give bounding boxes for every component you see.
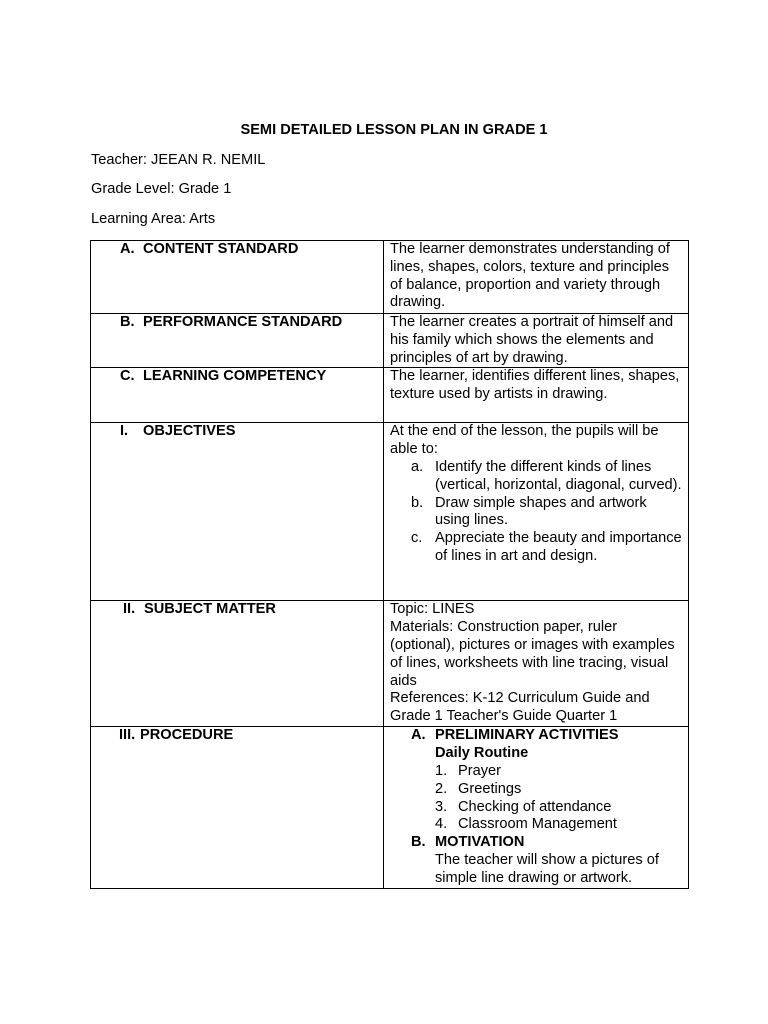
row-label: LEARNING COMPETENCY — [143, 368, 327, 385]
list-marker: a. — [411, 458, 424, 475]
row-subject-matter — [91, 601, 689, 727]
performance-standard-text: The learner creates a portrait of himself and his family which shows the elements and principles of art by drawing. — [390, 314, 674, 366]
performance-standard-label-cell — [91, 314, 384, 368]
row-marker: B. — [120, 314, 135, 330]
row-marker: C. — [120, 368, 135, 385]
section-marker: B. — [411, 834, 426, 851]
list-item — [390, 459, 684, 495]
row-label: SUBJECT MATTER — [144, 601, 276, 618]
content-standard-text-cell — [384, 241, 689, 314]
list-marker: 3. — [435, 798, 448, 815]
lesson-plan-table — [90, 240, 689, 889]
procedure-section-heading — [390, 727, 684, 745]
list-text: Greetings — [458, 780, 522, 797]
list-marker: 4. — [435, 816, 448, 833]
list-marker: 2. — [435, 780, 448, 797]
subject-materials: Materials: Construction paper, ruler (optional), pictures or images with examples of lines, worksheets with line tracing, visual aids — [390, 619, 675, 689]
learning-competency-text: The learner, identifies different lines, shapes, texture used by artists in drawing. — [390, 368, 680, 403]
objectives-intro: At the end of the lesson, the pupils will be able to: — [390, 423, 659, 458]
subject-references: References: K-12 Curriculum Guide and Grade 1 Teacher's Guide Quarter 1 — [390, 690, 650, 725]
learning-competency-label-cell — [91, 368, 384, 423]
subject-matter-label-cell — [91, 601, 384, 727]
content-standard-label-cell — [91, 241, 384, 314]
row-label: CONTENT STANDARD — [143, 241, 299, 257]
list-marker: 1. — [435, 762, 448, 779]
procedure-text-cell — [384, 727, 689, 888]
list-item — [390, 530, 684, 566]
performance-standard-text-cell — [384, 314, 689, 368]
objectives-list — [390, 459, 684, 566]
list-item — [390, 495, 684, 531]
list-item — [390, 763, 684, 781]
subject-topic: Topic: LINES — [390, 601, 475, 618]
list-text: Classroom Management — [458, 816, 617, 833]
section-heading-text: PRELIMINARY ACTIVITIES — [435, 727, 619, 744]
objectives-text-cell — [384, 423, 689, 601]
list-marker: c. — [411, 530, 423, 547]
row-marker: III. — [119, 727, 136, 744]
list-item — [390, 781, 684, 799]
row-learning-competency — [91, 368, 689, 423]
motivation-text: The teacher will show a pictures of simple line drawing or artwork. — [435, 851, 659, 886]
daily-routine-list — [390, 763, 684, 834]
row-label: PERFORMANCE STANDARD — [143, 314, 343, 330]
row-label: OBJECTIVES — [143, 423, 236, 440]
document-title: SEMI DETAILED LESSON PLAN IN GRADE 1 — [240, 122, 548, 138]
row-performance-standard — [91, 314, 689, 368]
procedure-subheading: Daily Routine — [435, 745, 529, 762]
procedure-label-cell — [91, 727, 384, 888]
section-marker: A. — [411, 727, 426, 744]
list-text: Prayer — [458, 762, 501, 779]
row-marker: I. — [120, 423, 129, 440]
list-item — [390, 816, 684, 834]
row-objectives — [91, 423, 689, 601]
row-content-standard — [91, 241, 689, 314]
list-text: Checking of attendance — [458, 798, 612, 815]
content-standard-text: The learner demonstrates understanding of lines, shapes, colors, texture and principles of balance, proportion and variety through drawing. — [390, 241, 670, 311]
objectives-label-cell — [91, 423, 384, 601]
row-marker: II. — [123, 601, 136, 618]
row-marker: A. — [120, 241, 135, 257]
row-label: PROCEDURE — [140, 727, 234, 744]
list-text: Identify the different kinds of lines (vertical, horizontal, diagonal, curved). — [435, 458, 682, 493]
learning-area-line: Learning Area: Arts — [91, 211, 216, 227]
procedure-section-heading — [390, 834, 684, 852]
list-item — [390, 799, 684, 817]
list-text: Draw simple shapes and artwork using lines. — [435, 494, 647, 529]
grade-level-line: Grade Level: Grade 1 — [91, 181, 232, 197]
subject-matter-text-cell — [384, 601, 689, 727]
teacher-line: Teacher: JEEAN R. NEMIL — [91, 152, 266, 168]
row-procedure — [91, 727, 689, 888]
list-text: Appreciate the beauty and importance of lines in art and design. — [435, 530, 682, 564]
section-heading-text: MOTIVATION — [435, 834, 525, 851]
learning-competency-text-cell — [384, 368, 689, 423]
list-marker: b. — [411, 494, 424, 511]
